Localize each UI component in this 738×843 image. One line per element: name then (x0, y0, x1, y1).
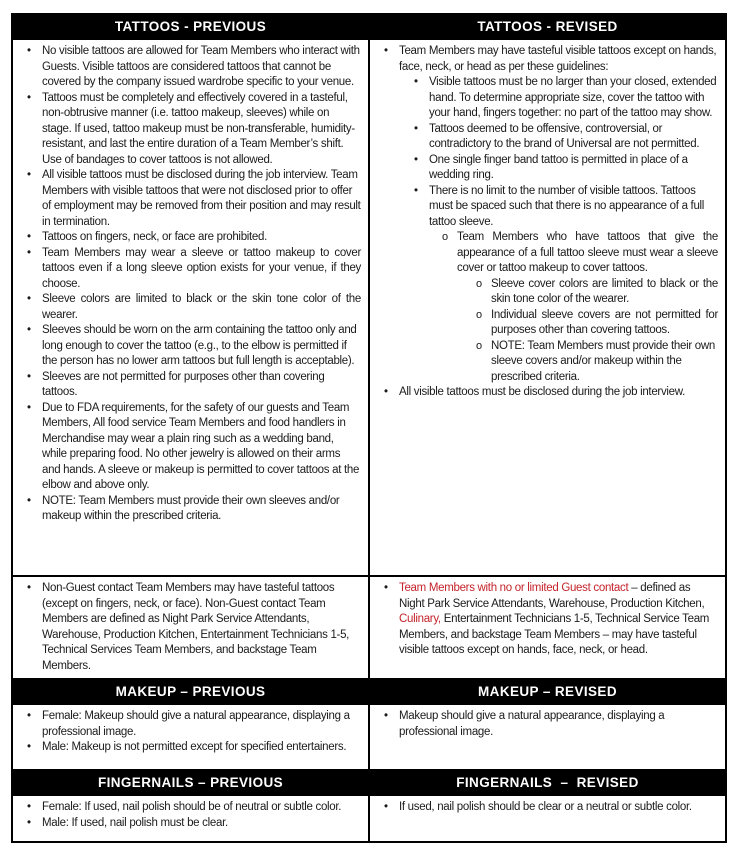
fingernails-left-cell (13, 796, 368, 841)
list-item-text: NOTE: Team Members must provide their own sleeves and/or makeup within the prescribed criteria. (42, 494, 340, 522)
dot-bullet-icon: • (27, 370, 31, 383)
list-item (376, 709, 720, 740)
list-item-text: If used, nail polish should be clear or a neutral or subtle color. (399, 801, 692, 813)
list-item (19, 740, 363, 756)
section-header-fingernails-left: FINGERNAILS – PREVIOUS (13, 771, 368, 794)
circle-bullet-icon: o (476, 339, 482, 352)
section-header-row-fingernails (13, 769, 725, 794)
list-item (376, 385, 720, 401)
list-item-text: Female: If used, nail polish should be of neutral or subtle color. (42, 801, 342, 813)
makeup-right-cell (368, 705, 725, 769)
dot-bullet-icon: • (27, 816, 31, 829)
list-item (376, 581, 720, 659)
dot-bullet-icon: • (384, 386, 388, 398)
list-item-text: There is no limit to the number of visible tattoos. Tattoos must be spaced such that there is no appearance of a full tattoo sleeve. (429, 184, 705, 228)
section-header-row-tattoos (13, 15, 725, 38)
list-item-text: Non-Guest contact Team Members may have tasteful tattoos (except on fingers, neck, or face). Non-Guest contact Team Members are defined as Night Park Service Attendants, Warehouse, Production Kitchen, Entertainment Technicians 1-5, Technical Services Team Members, and backstage Team Members. (42, 582, 350, 672)
list-item-text: Sleeve cover colors are limited to black or the skin tone color of the wearer. (491, 277, 718, 305)
text-segment: – defined as Night Park Service Attendants, Warehouse, Production Kitchen, (399, 582, 705, 610)
list-item-text: All visible tattoos must be disclosed during the job interview. Team Members with visible tattoos that were not disclosed prior to offer of employment may be removed from their position and may result in termination. (42, 169, 361, 228)
section-header-makeup-left: MAKEUP – PREVIOUS (13, 680, 368, 703)
list-item (376, 153, 720, 184)
section-header-fingernails-right: FINGERNAILS – REVISED (368, 771, 725, 794)
list-item (19, 230, 363, 246)
list-item-text: Tattoos on fingers, neck, or face are prohibited. (42, 231, 268, 243)
list-item-text: One single finger band tattoo is permitted in place of a wedding ring. (429, 153, 688, 181)
circle-bullet-icon: o (476, 277, 482, 290)
list-item (19, 168, 363, 230)
tattoos-left-cell (13, 40, 368, 575)
list-item-text: Team Members who have tattoos that give the appearance of a full tattoo sleeve must wear a sleeve cover or tattoo makeup to cover tattoos. (457, 231, 718, 274)
highlighted-red-text: Team Members with no or limited Guest contact (399, 582, 629, 594)
makeup-left-cell (13, 705, 368, 769)
dot-bullet-icon: • (27, 324, 31, 336)
list-item (19, 816, 363, 832)
section-header-tattoos-left: TATTOOS - PREVIOUS (13, 15, 368, 38)
list-item-text: Makeup should give a natural appearance, displaying a professional image. (399, 710, 665, 738)
list-item (376, 339, 720, 386)
dot-bullet-icon: • (27, 246, 31, 259)
list-item-text: Tattoos must be completely and effectively covered in a tasteful, non-obtrusive manner (i.e. tattoo makeup, sleeves) while on stage. If used, tattoo makeup must be non-transferable, humidity-resistant, and last the entire duration of a Team Member’s shift. Use of bandages to cover tattoos is not allowed. (42, 91, 355, 166)
dot-bullet-icon: • (27, 582, 31, 594)
dot-bullet-icon: • (414, 153, 418, 166)
dot-bullet-icon: • (414, 76, 418, 88)
list-item (19, 401, 363, 494)
dot-bullet-icon: • (27, 45, 31, 57)
list-item-text: Team Members may have tasteful visible tattoos except on hands, face, neck, or head as per these guidelines: (399, 45, 717, 73)
list-item (19, 370, 363, 401)
tattoos-left-cell (13, 577, 368, 678)
list-item (376, 308, 720, 339)
dot-bullet-icon: • (27, 401, 31, 414)
dot-bullet-icon: • (384, 45, 388, 57)
list-item-text: Due to FDA requirements, for the safety of our guests and Team Members, All food service Team Members and food handlers in Merchandise may wear a plain ring such as a wedding band, while preparing food. No other jewelry is allowed on their arms and hands. A sleeve or makeup is permitted to cover tattoos at the elbow and above only. (42, 401, 360, 491)
list-item-text: All visible tattoos must be disclosed during the job interview. (399, 386, 686, 398)
section-header-row-makeup (13, 678, 725, 703)
tattoos-right-cell (368, 577, 725, 678)
body-row-tattoos-0 (13, 38, 725, 575)
list-item (376, 75, 720, 122)
dot-bullet-icon: • (384, 582, 388, 594)
dot-bullet-icon: • (27, 494, 31, 507)
dot-bullet-icon: • (27, 710, 31, 722)
tattoos-right-cell (368, 40, 725, 575)
body-row-tattoos-1 (13, 575, 725, 678)
circle-bullet-icon: o (476, 308, 482, 321)
list-item-text: Female: Makeup should give a natural appearance, displaying a professional image. (42, 710, 350, 738)
body-row-fingernails-0 (13, 794, 725, 841)
body-row-makeup-0 (13, 703, 725, 769)
list-item-text: Tattoos deemed to be offensive, controversial, or contradictory to the brand of Universal are not permitted. (429, 122, 700, 150)
highlighted-red-text: Culinary, (399, 613, 441, 625)
dot-bullet-icon: • (414, 184, 418, 197)
dot-bullet-icon: • (384, 801, 388, 813)
dot-bullet-icon: • (27, 741, 31, 753)
dot-bullet-icon: • (27, 293, 31, 305)
list-item (19, 292, 363, 323)
list-item-text: Visible tattoos must be no larger than your closed, extended hand. To determine appropriate size, cover the tattoo with your hand, fingers together: no part of the tattoo may show. (429, 76, 717, 119)
dot-bullet-icon: • (27, 231, 31, 243)
list-item (376, 277, 720, 308)
list-item-text: Sleeves are not permitted for purposes other than covering tattoos. (42, 370, 325, 398)
list-item-text: NOTE: Team Members must provide their own sleeve covers and/or makeup within the prescribed criteria. (491, 339, 715, 383)
comparison-table (11, 13, 727, 843)
text-segment: Entertainment Technicians 1-5, Technical Service Team Members, and backstage Team Members – may have tasteful visible tattoos except on hands, face, neck, or head. (399, 613, 710, 656)
fingernails-right-cell (368, 796, 725, 841)
list-item (19, 323, 363, 370)
list-item (19, 709, 363, 740)
list-item (19, 91, 363, 169)
list-item (19, 800, 363, 816)
list-item-text: No visible tattoos are allowed for Team Members who interact with Guests. Visible tattoos are considered tattoos that cannot be covered by the company issued wardrobe specific to your venue. (42, 45, 360, 88)
section-header-tattoos-right: TATTOOS - REVISED (368, 15, 725, 38)
list-item-text: Individual sleeve covers are not permitted for purposes other than covering tattoos. (491, 308, 718, 336)
list-item (376, 44, 720, 75)
list-item-text (399, 581, 720, 659)
dot-bullet-icon: • (414, 122, 418, 135)
dot-bullet-icon: • (384, 710, 388, 722)
list-item (376, 184, 720, 231)
list-item-text: Sleeve colors are limited to black or the skin tone color of the wearer. (42, 293, 361, 321)
list-item-text: Sleeves should be worn on the arm containing the tattoo only and long enough to cover the tattoo (e.g., to the elbow is permitted if the person has no lower arm tattoos but full length is acceptable). (42, 324, 357, 367)
list-item-text: Team Members may wear a sleeve or tattoo makeup to cover tattoos even if a long sleeve option exists for your venue, if they choose. (42, 246, 361, 290)
dot-bullet-icon: • (27, 91, 31, 104)
dot-bullet-icon: • (27, 169, 31, 181)
dot-bullet-icon: • (27, 801, 31, 813)
circle-bullet-icon: o (442, 231, 448, 243)
list-item (376, 800, 720, 816)
list-item (19, 581, 363, 674)
section-header-makeup-right: MAKEUP – REVISED (368, 680, 725, 703)
list-item (19, 246, 363, 293)
list-item (376, 230, 720, 277)
list-item (19, 494, 363, 525)
list-item-text: Male: Makeup is not permitted except for specified entertainers. (42, 741, 347, 753)
list-item-text: Male: If used, nail polish must be clear. (42, 816, 228, 829)
list-item (19, 44, 363, 91)
list-item (376, 122, 720, 153)
